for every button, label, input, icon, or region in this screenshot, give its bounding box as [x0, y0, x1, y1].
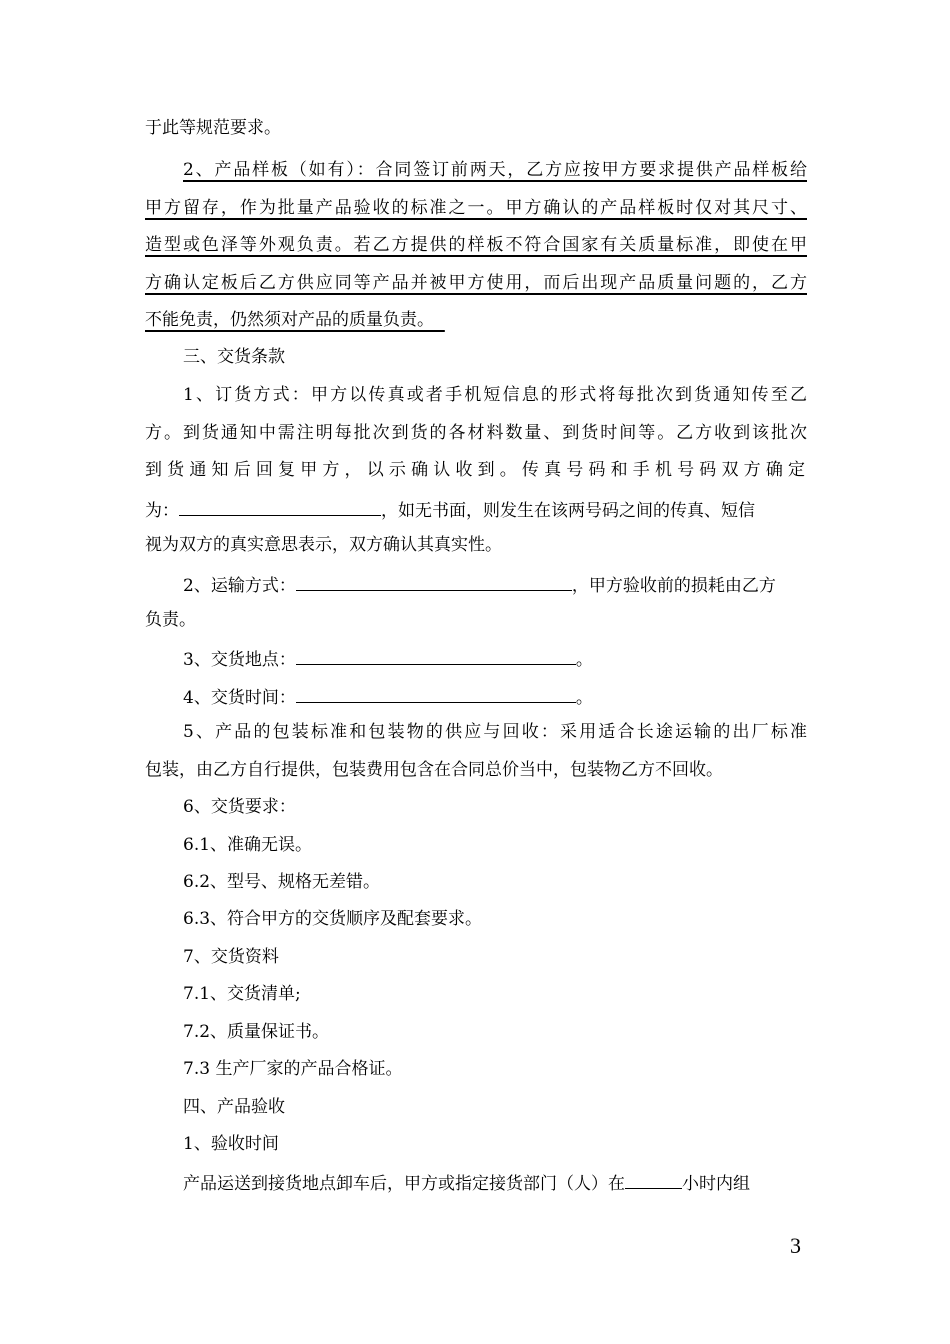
underlined-text: 方确认定板后乙方供应同等产品并被甲方使用，而后出现产品质量问题的，乙方 [145, 273, 807, 293]
paragraph-line: 视为双方的真实意思表示，双方确认其真实性。 [145, 535, 502, 555]
underlined-text: 甲方留存，作为批量产品验收的标准之一。甲方确认的产品样板时仅对其尺寸、 [145, 198, 807, 218]
paragraph-line [183, 159, 807, 181]
delivery-place-blank[interactable] [296, 646, 576, 665]
paragraph-line: 到货通知后回复甲方，以示确认收到。传真号码和手机号码双方确定 [145, 460, 807, 480]
delivery-time-blank[interactable] [296, 684, 576, 703]
hours-blank[interactable] [625, 1170, 682, 1189]
paragraph-line: 为： ，如无书面，则发生在该两号码之间的传真、短信 [145, 497, 807, 522]
paragraph-line: 6.2、型号、规格无差错。 [183, 872, 381, 892]
underlined-text: 造型或色泽等外观负责。若乙方提供的样板不符合国家有关质量标准，即使在甲 [145, 235, 807, 255]
fax-phone-blank[interactable] [179, 497, 381, 516]
paragraph-line: 4、交货时间： 。 [183, 684, 807, 709]
paragraph-line: 6.3、符合甲方的交货顺序及配套要求。 [183, 909, 483, 929]
paragraph-line: 7.3 生产厂家的产品合格证。 [183, 1059, 403, 1079]
underlined-text: 不能免责，仍然须对产品的质量负责。 [145, 310, 434, 330]
paragraph-line [145, 197, 807, 219]
paragraph-line: 6.1、准确无误。 [183, 835, 313, 855]
paragraph-line: 7、交货资料 [183, 947, 279, 967]
section-heading: 三、交货条款 [183, 347, 285, 367]
paragraph-line: 7.1、交货清单; [183, 984, 301, 1004]
paragraph-line: 1、订货方式：甲方以传真或者手机短信息的形式将每批次到货通知传至乙 [183, 385, 807, 405]
paragraph-line: 5、产品的包装标准和包装物的供应与回收：采用适合长途运输的出厂标准 [183, 722, 807, 742]
paragraph-line: 6、交货要求： [183, 797, 296, 817]
paragraph-line: 方。到货通知中需注明每批次到货的各材料数量、到货时间等。乙方收到该批次 [145, 423, 807, 443]
paragraph-line: 2、运输方式： ，甲方验收前的损耗由乙方 [183, 572, 807, 597]
page-number: 3 [790, 1233, 801, 1258]
paragraph-line: 3、交货地点： 。 [183, 646, 807, 671]
paragraph-line: 1、验收时间 [183, 1134, 279, 1154]
paragraph-line [145, 234, 807, 256]
paragraph-line: 产品运送到接货地点卸车后，甲方或指定接货部门（人）在 小时内组 [183, 1170, 807, 1195]
transport-method-blank[interactable] [296, 572, 572, 591]
paragraph-line [145, 272, 807, 294]
underlined-text: 2、产品样板（如有）：合同签订前两天，乙方应按甲方要求提供产品样板给 [183, 160, 807, 180]
paragraph-line: 于此等规范要求。 [145, 118, 281, 138]
paragraph-line: 包装，由乙方自行提供，包装费用包含在合同总价当中，包装物乙方不回收。 [145, 760, 723, 780]
paragraph-line: 7.2、质量保证书。 [183, 1022, 330, 1042]
paragraph-line: 负责。 [145, 610, 196, 630]
paragraph-line [145, 309, 807, 331]
section-heading: 四、产品验收 [183, 1097, 285, 1117]
